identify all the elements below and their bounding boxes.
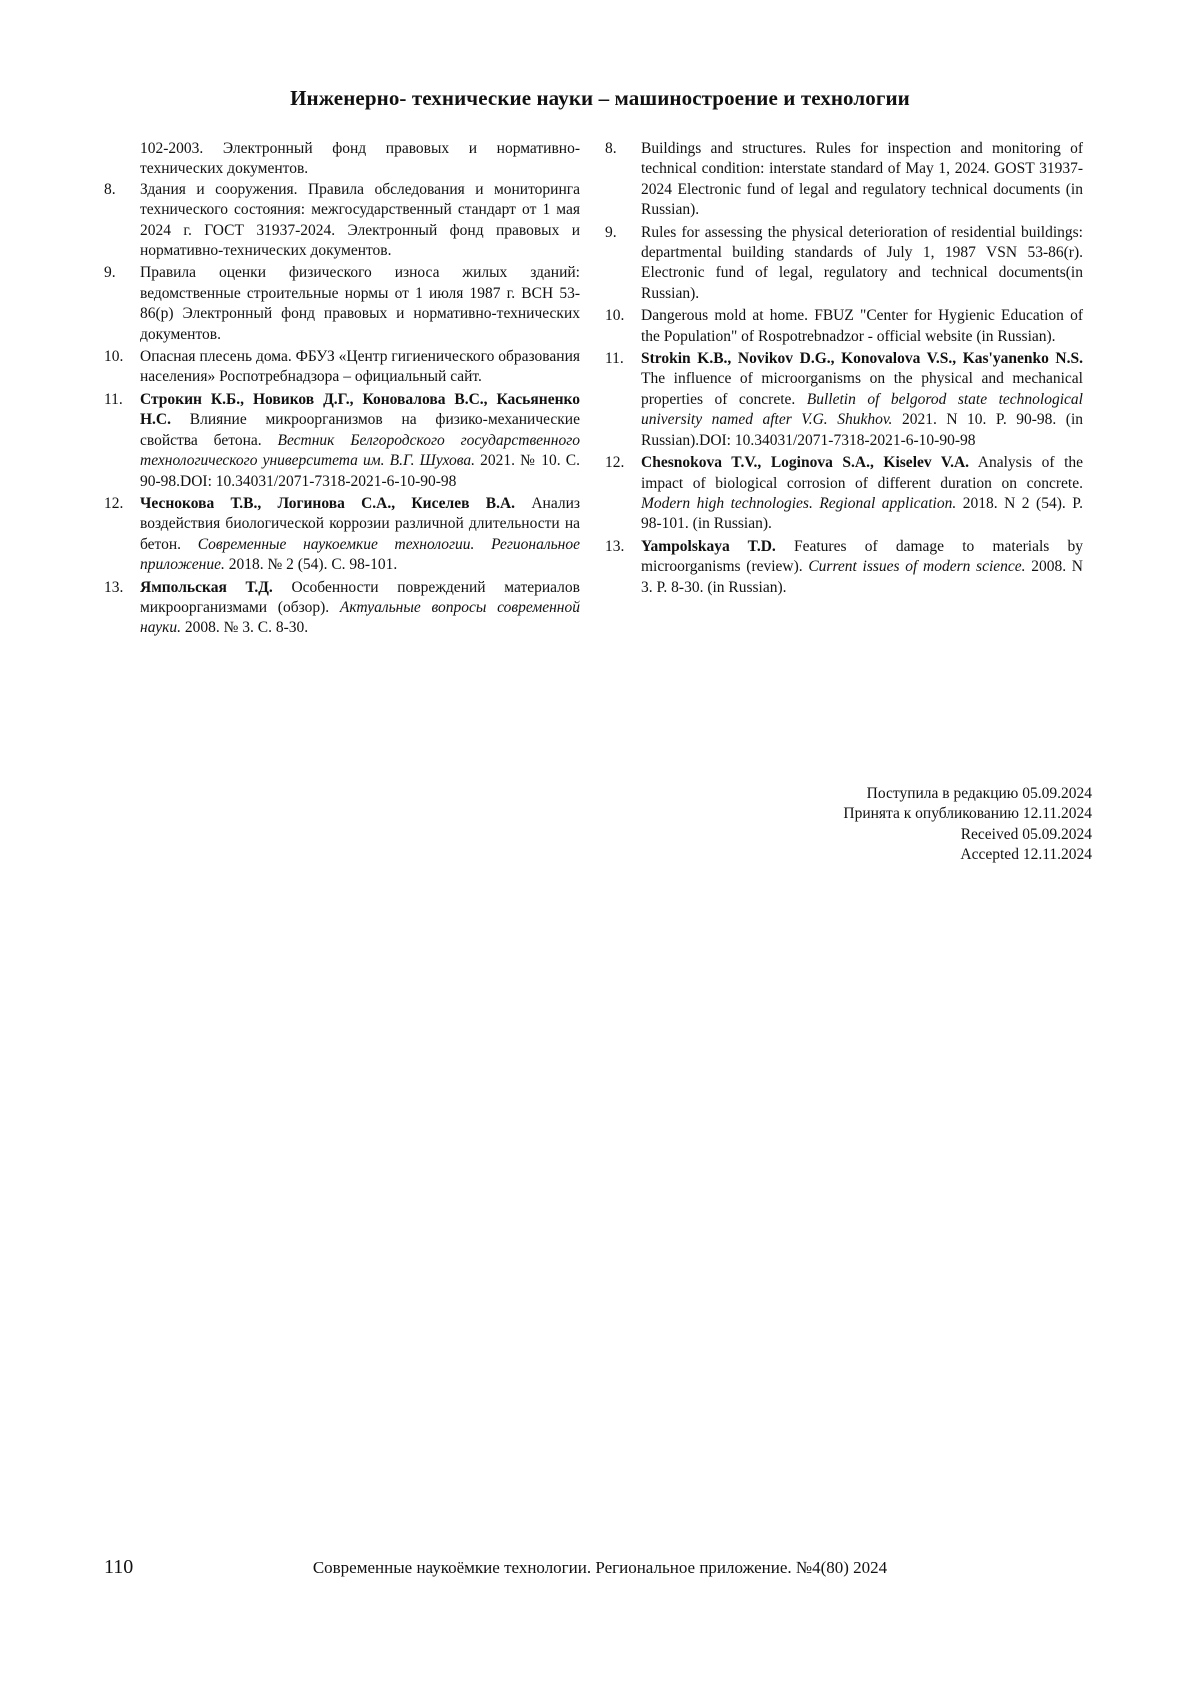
reference-authors: Chesnokova T.V., Loginova S.A., Kiselev V.A. (641, 454, 970, 472)
reference-item (605, 306, 1083, 347)
received-ru: Поступила в редакцию 05.09.2024 (866, 785, 1092, 802)
reference-number: 8. (605, 140, 617, 157)
reference-number: 8. (104, 180, 116, 198)
reference-number: 11. (104, 390, 123, 408)
page-title: Инженерно- технические науки – машиностроение и технологии (290, 86, 910, 110)
reference-text: Правила оценки физического износа жилых зданий: ведомственные строительные нормы от 1 июля 1987 г. ВСН 53-86(р) Электронный фонд правовых и нормативно-технических документов. (140, 264, 580, 343)
references-en-column (605, 139, 1083, 600)
reference-title: The influence of microorganisms on the physical and mechanical properties of concrete. (641, 370, 1083, 408)
accepted-ru: Принята к опубликованию 12.11.2024 (843, 805, 1092, 823)
reference-item (104, 578, 580, 639)
reference-source: Bulletin of belgorod state technological university named after V.G. Shukhov. (641, 390, 1083, 429)
reference-text: Rules for assessing the physical deterioration of residential buildings: departmental building standards of July 1, 1987 VSN 53-86(r). Electronic fund of legal, regulatory and technical documents(in Russian). (641, 223, 1083, 302)
page-number: 110 (104, 1556, 134, 1578)
reference-number: 13. (104, 578, 124, 596)
reference-text: Опасная плесень дома. ФБУЗ «Центр гигиенического образования населения» Роспотребнадзора – официальный сайт. (140, 348, 580, 386)
reference-authors: Ямпольская Т.Д. (140, 578, 273, 596)
reference-item (605, 349, 1083, 451)
reference-authors: Strokin K.B., Novikov D.G., Konovalova V.S., Kas'yanenko N.S. (641, 350, 1083, 368)
reference-source: Актуальные вопросы современной науки. (140, 598, 580, 637)
reference-details: 2018. № 2 (54). С. 98-101. (224, 556, 398, 574)
reference-title: Features of damage to materials by microorganisms (review). (641, 537, 1083, 576)
reference-details: 2018. N 2 (54). P. 98-101. (in Russian). (641, 494, 1083, 533)
received-en: Received 05.09.2024 (960, 825, 1092, 843)
reference-number: 13. (605, 537, 625, 555)
reference-source: Current issues of modern science. (808, 558, 1026, 576)
reference-number: 9. (104, 264, 116, 282)
references-ru-column (104, 139, 580, 641)
publication-dates (843, 784, 1092, 866)
reference-item (605, 139, 1083, 221)
reference-authors: Чеснокова Т.В., Логинова С.А., Киселев В.А. (140, 494, 516, 512)
reference-text: Dangerous mold at home. FBUZ "Center for Hygienic Education of the Population" of Rospotrebnadzor - official website (in Russian). (641, 307, 1083, 345)
reference-authors: Строкин К.Б., Новиков Д.Г., Коновалова В.С., Касьяненко Н.С. (140, 390, 580, 429)
reference-item (605, 223, 1083, 305)
reference-number: 11. (605, 350, 624, 368)
journal-name: Современные наукоёмкие технологии. Региональное приложение. №4(80) 2024 (312, 1558, 888, 1577)
reference-authors: Yampolskaya T.D. (641, 537, 776, 555)
reference-title: Влияние микроорганизмов на физико-механические свойства бетона. (140, 411, 580, 449)
reference-text: Здания и сооружения. Правила обследования и мониторинга технического состояния: межгосударственный стандарт от 1 мая 2024 г. ГОСТ 31937-2024. Электронный фонд правовых и нормативно-технических документов. (140, 180, 580, 260)
reference-details: 2008. N 3. P. 8-30. (in Russian). (641, 558, 1083, 596)
reference-source: Современные наукоемкие технологии. Региональное приложение. (140, 535, 580, 574)
reference-item (104, 180, 580, 262)
reference-source: Вестник Белгородского государственного технологического университета им. В.Г. Шухова. (140, 431, 580, 470)
reference-number: 9. (605, 223, 617, 241)
reference-item (104, 263, 580, 345)
reference-number: 12. (605, 454, 625, 472)
accepted-en: Accepted 12.11.2024 (960, 846, 1092, 864)
reference-item (104, 494, 580, 576)
reference-source: Modern high technologies. Regional application. (641, 494, 957, 512)
reference-details: 2021. № 10. С. 90-98.DOI: 10.34031/2071-7318-2021-6-10-90-98 (140, 452, 580, 490)
reference-title: Analysis of the impact of biological corrosion of different duration on concrete. (641, 454, 1084, 492)
reference-text: Buildings and structures. Rules for inspection and monitoring of technical condition: interstate standard of May 1, 2024. GOST 31937-2024 Electronic fund of legal and regulatory technical documents (in Russian). (641, 140, 1083, 219)
reference-continuation: 102-2003. Электронный фонд правовых и нормативно-технических документов. (140, 140, 580, 178)
reference-item (605, 453, 1083, 535)
reference-item (104, 347, 580, 388)
reference-number: 10. (104, 348, 124, 366)
reference-details: 2021. N 10. P. 90-98. (in Russian).DOI: 10.34031/2071-7318-2021-6-10-90-98 (641, 411, 1083, 449)
reference-title: Особенности повреждений материалов микроорганизмами (обзор). (140, 578, 580, 616)
reference-details: 2008. № 3. С. 8-30. (181, 619, 309, 637)
reference-title: Анализ воздействия биологической коррозии различной длительности на бетон. (140, 494, 580, 553)
reference-number: 10. (605, 307, 625, 325)
reference-item (104, 390, 580, 492)
reference-number: 12. (104, 494, 124, 512)
reference-item (605, 537, 1083, 598)
